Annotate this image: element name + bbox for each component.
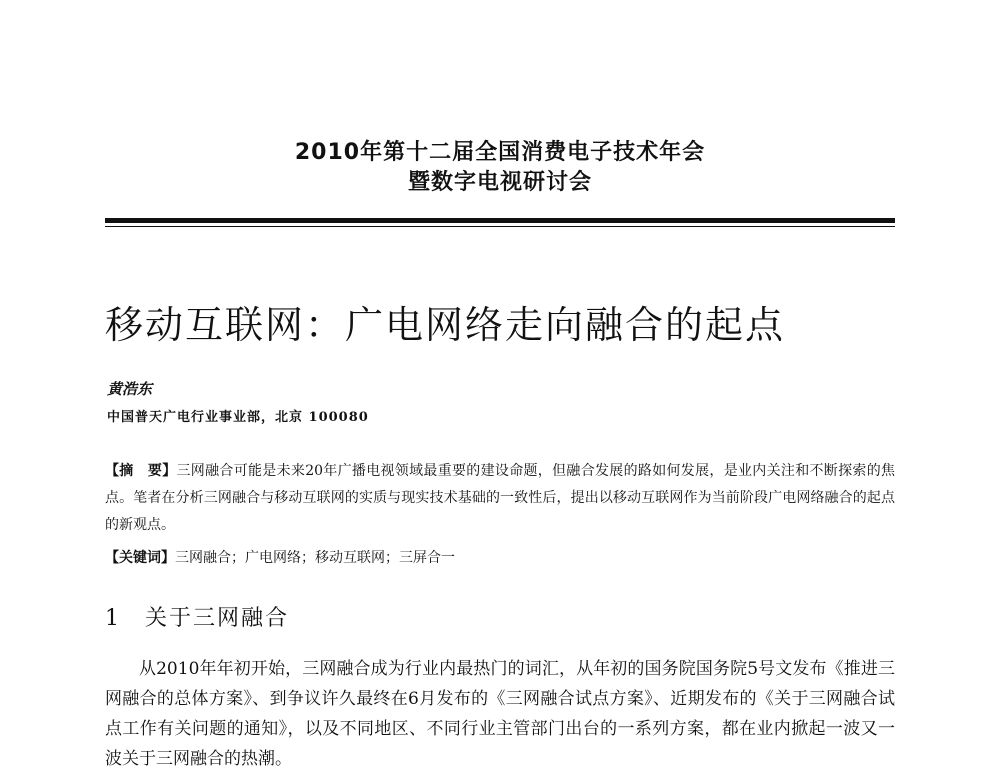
section-heading — [105, 604, 289, 634]
section-paragraph: 从2010年年初开始，三网融合成为行业内最热门的词汇，从年初的国务院国务院5号文发布《推进三网融合的总体方案》、到争议许久最终在6月发布的《三网融合试点方案》、近期发布的《关于三网融合试点工作有关问题的通知》，以及不同地区、不同行业主管部门出台的一系列方案，都在业内掀起一波又一波关于三网融合的热潮。 — [105, 659, 895, 769]
author-name: 黄浩东 — [107, 380, 153, 398]
keywords-label: 【关键词】 — [105, 550, 175, 566]
conference-header — [0, 138, 1000, 198]
header-rule-thick — [105, 218, 895, 223]
paper-title: 移动互联网：广电网络走向融合的起点 — [105, 303, 786, 347]
header-rule-thin — [105, 226, 895, 227]
keywords-text: 三网融合；广电网络；移动互联网；三屏合一 — [175, 550, 455, 566]
section-title: 关于三网融合 — [145, 606, 290, 631]
abstract-label: 【摘 要】 — [105, 463, 177, 479]
section-number: 1 — [105, 606, 121, 631]
conference-title-line1: 2010年第十二届全国消费电子技术年会 — [294, 140, 706, 165]
abstract — [105, 458, 895, 539]
author-affiliation: 中国普天广电行业事业部，北京 100080 — [107, 410, 369, 425]
keywords — [105, 545, 895, 572]
conference-title-line2: 暨数字电视研讨会 — [407, 170, 592, 195]
abstract-text: 三网融合可能是未来20年广播电视领域最重要的建设命题，但融合发展的路如何发展，是业内关注和不断探索的焦点。笔者在分析三网融合与移动互联网的实质与现实技术基础的一致性后，提出以移动互联网作为当前阶段广电网络融合的起点的新观点。 — [105, 463, 896, 533]
